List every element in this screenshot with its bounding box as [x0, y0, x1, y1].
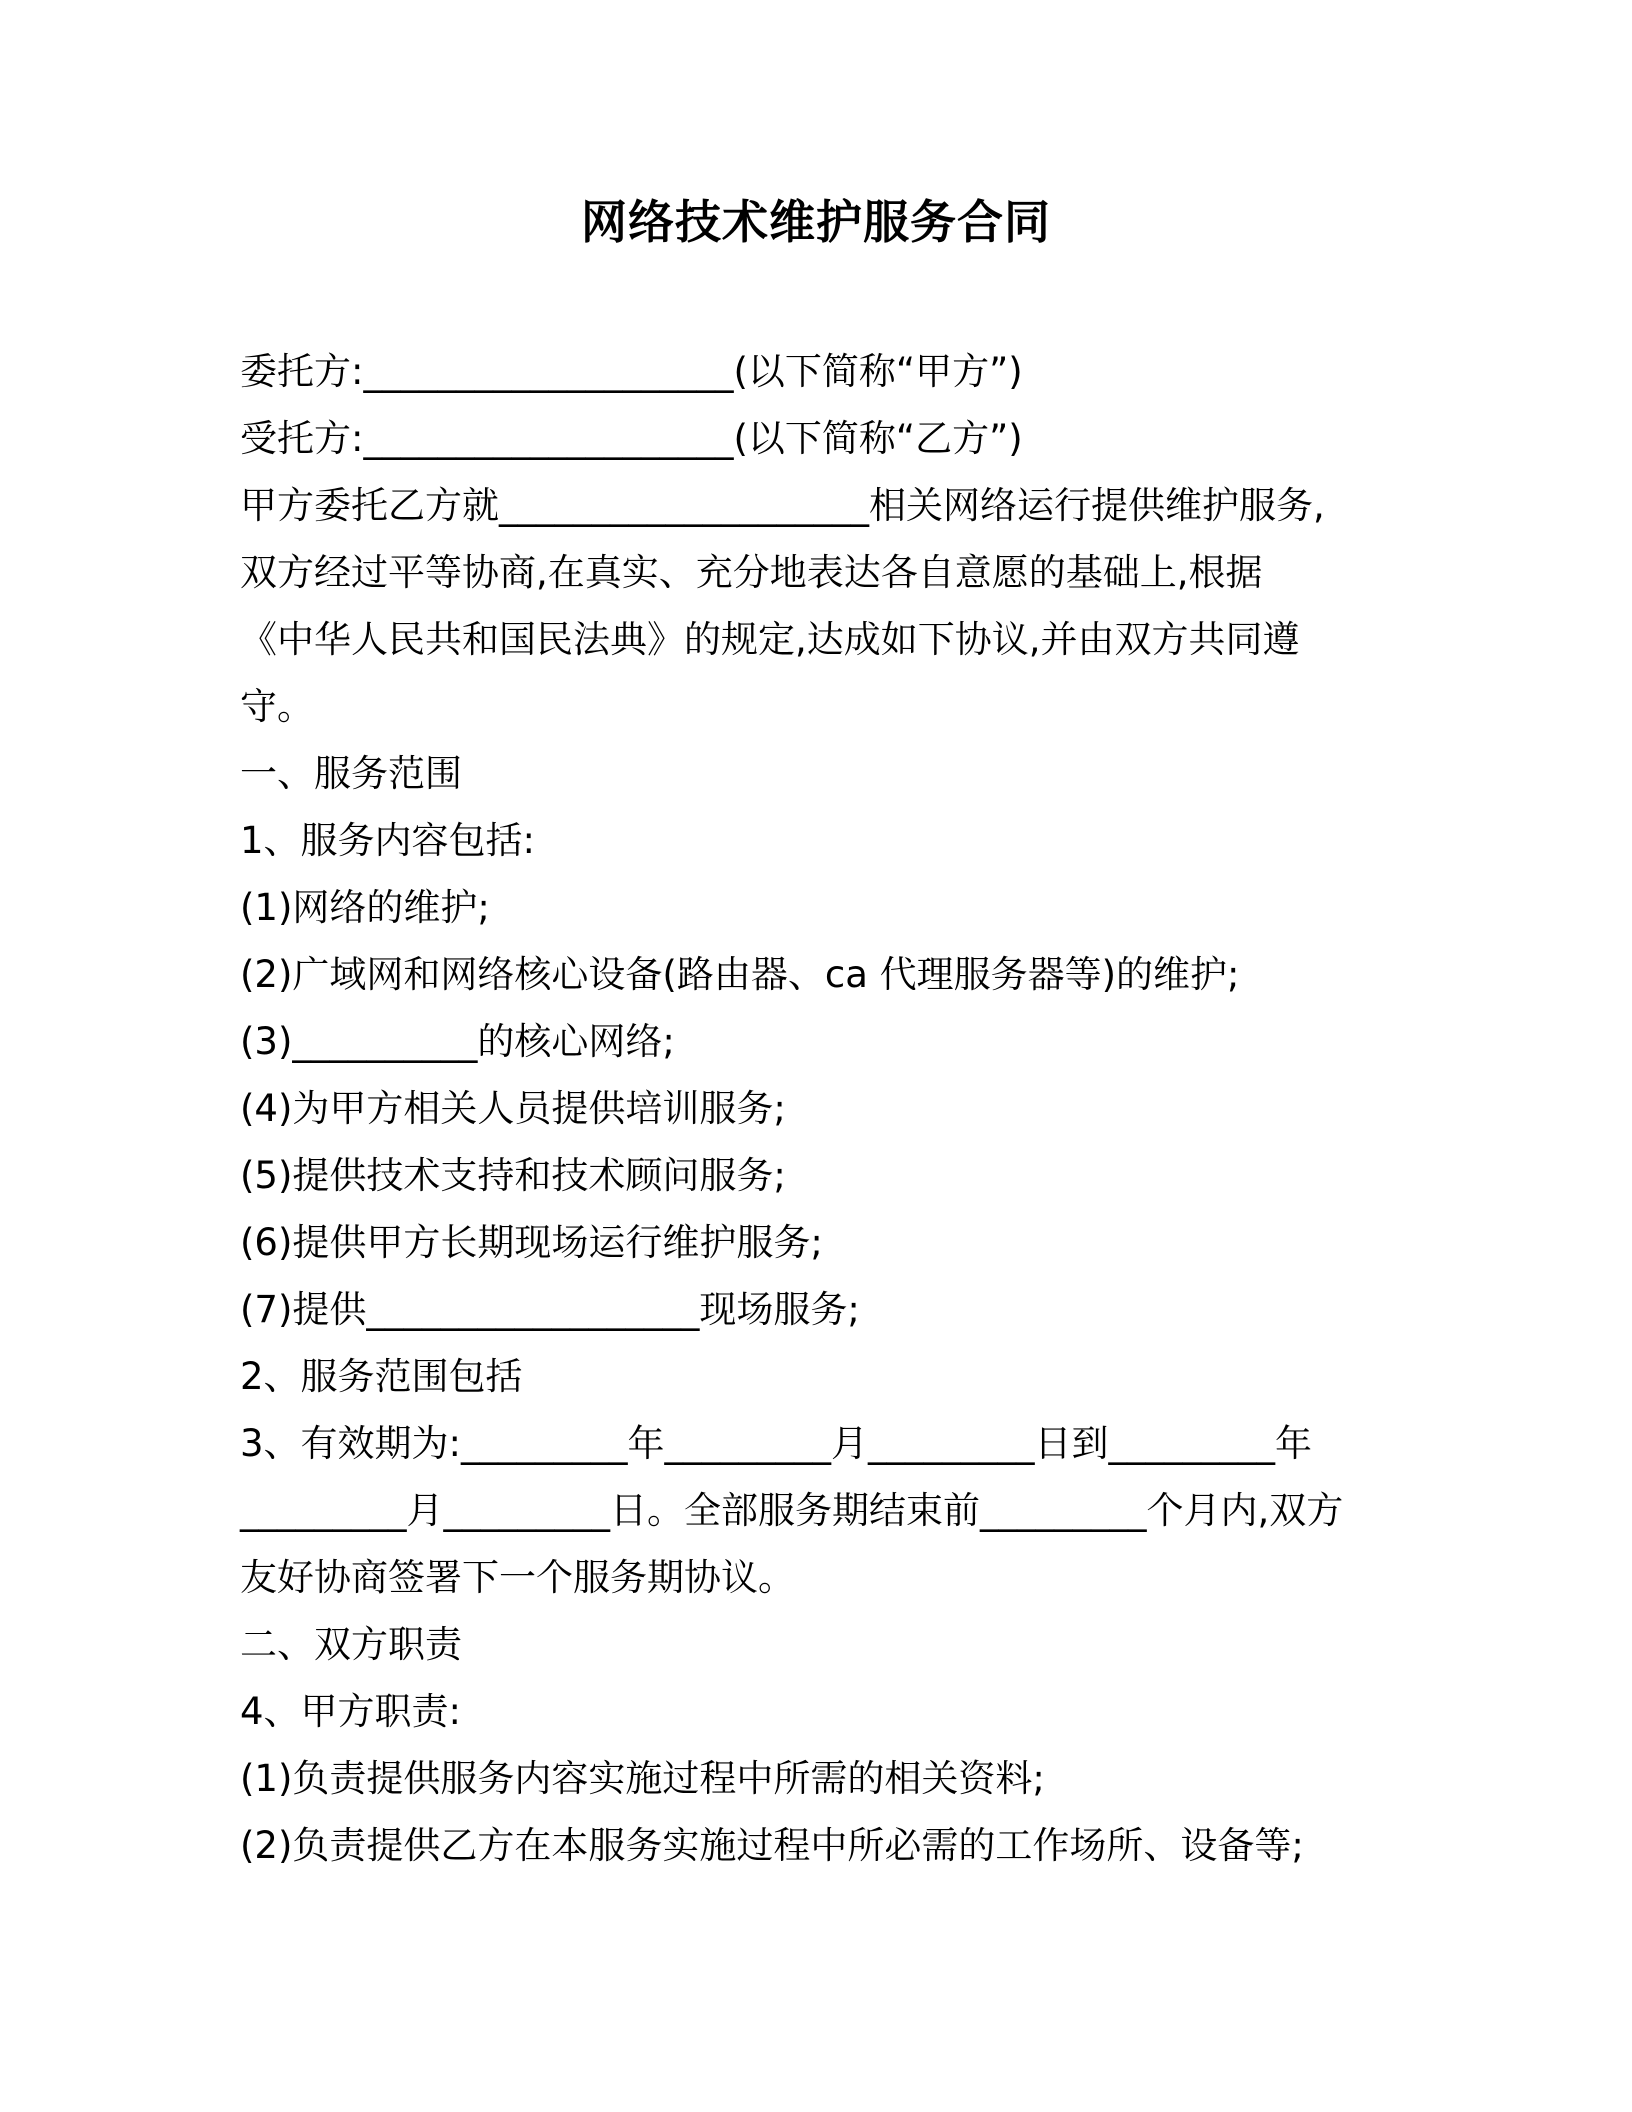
- list-item: (2)负责提供乙方在本服务实施过程中所必需的工作场所、设备等;: [240, 1824, 1304, 1867]
- list-item: (4)为甲方相关人员提供培训服务;: [240, 1087, 786, 1130]
- document-title: 网络技术维护服务合同: [581, 195, 1051, 249]
- list-item: (1)网络的维护;: [240, 886, 490, 929]
- contractor-party-line: 受托方:____________________(以下简称“乙方”): [240, 417, 1023, 460]
- preamble-line: 《中华人民共和国民法典》的规定,达成如下协议,并由双方共同遵: [240, 618, 1300, 661]
- preamble-line: 守。: [240, 685, 314, 728]
- preamble-line: 甲方委托乙方就____________________相关网络运行提供维护服务,: [240, 484, 1325, 527]
- list-item: (5)提供技术支持和技术顾问服务;: [240, 1154, 786, 1197]
- clause-line: 2、服务范围包括: [240, 1355, 523, 1398]
- section-heading: 一、服务范围: [240, 752, 462, 795]
- list-item: (7)提供__________________现场服务;: [240, 1288, 860, 1331]
- clause-line: 3、有效期为:_________年_________月_________日到_________年: [240, 1422, 1313, 1465]
- document-body: [240, 338, 1400, 1879]
- list-item: (6)提供甲方长期现场运行维护服务;: [240, 1221, 823, 1264]
- client-party-line: 委托方:____________________(以下简称“甲方”): [240, 350, 1023, 393]
- clause-line: 1、服务内容包括:: [240, 819, 536, 862]
- list-item: (3)__________的核心网络;: [240, 1020, 675, 1063]
- clause-line: _________月_________日。全部服务期结束前_________个月内,双方: [240, 1489, 1344, 1532]
- list-item: (1)负责提供服务内容实施过程中所需的相关资料;: [240, 1757, 1045, 1800]
- clause-line: 4、甲方职责:: [240, 1690, 462, 1733]
- clause-line: 友好协商签署下一个服务期协议。: [240, 1556, 795, 1599]
- list-item: (2)广域网和网络核心设备(路由器、ca 代理服务器等)的维护;: [240, 953, 1240, 996]
- preamble-line: 双方经过平等协商,在真实、充分地表达各自意愿的基础上,根据: [240, 551, 1263, 594]
- section-heading: 二、双方职责: [240, 1623, 462, 1666]
